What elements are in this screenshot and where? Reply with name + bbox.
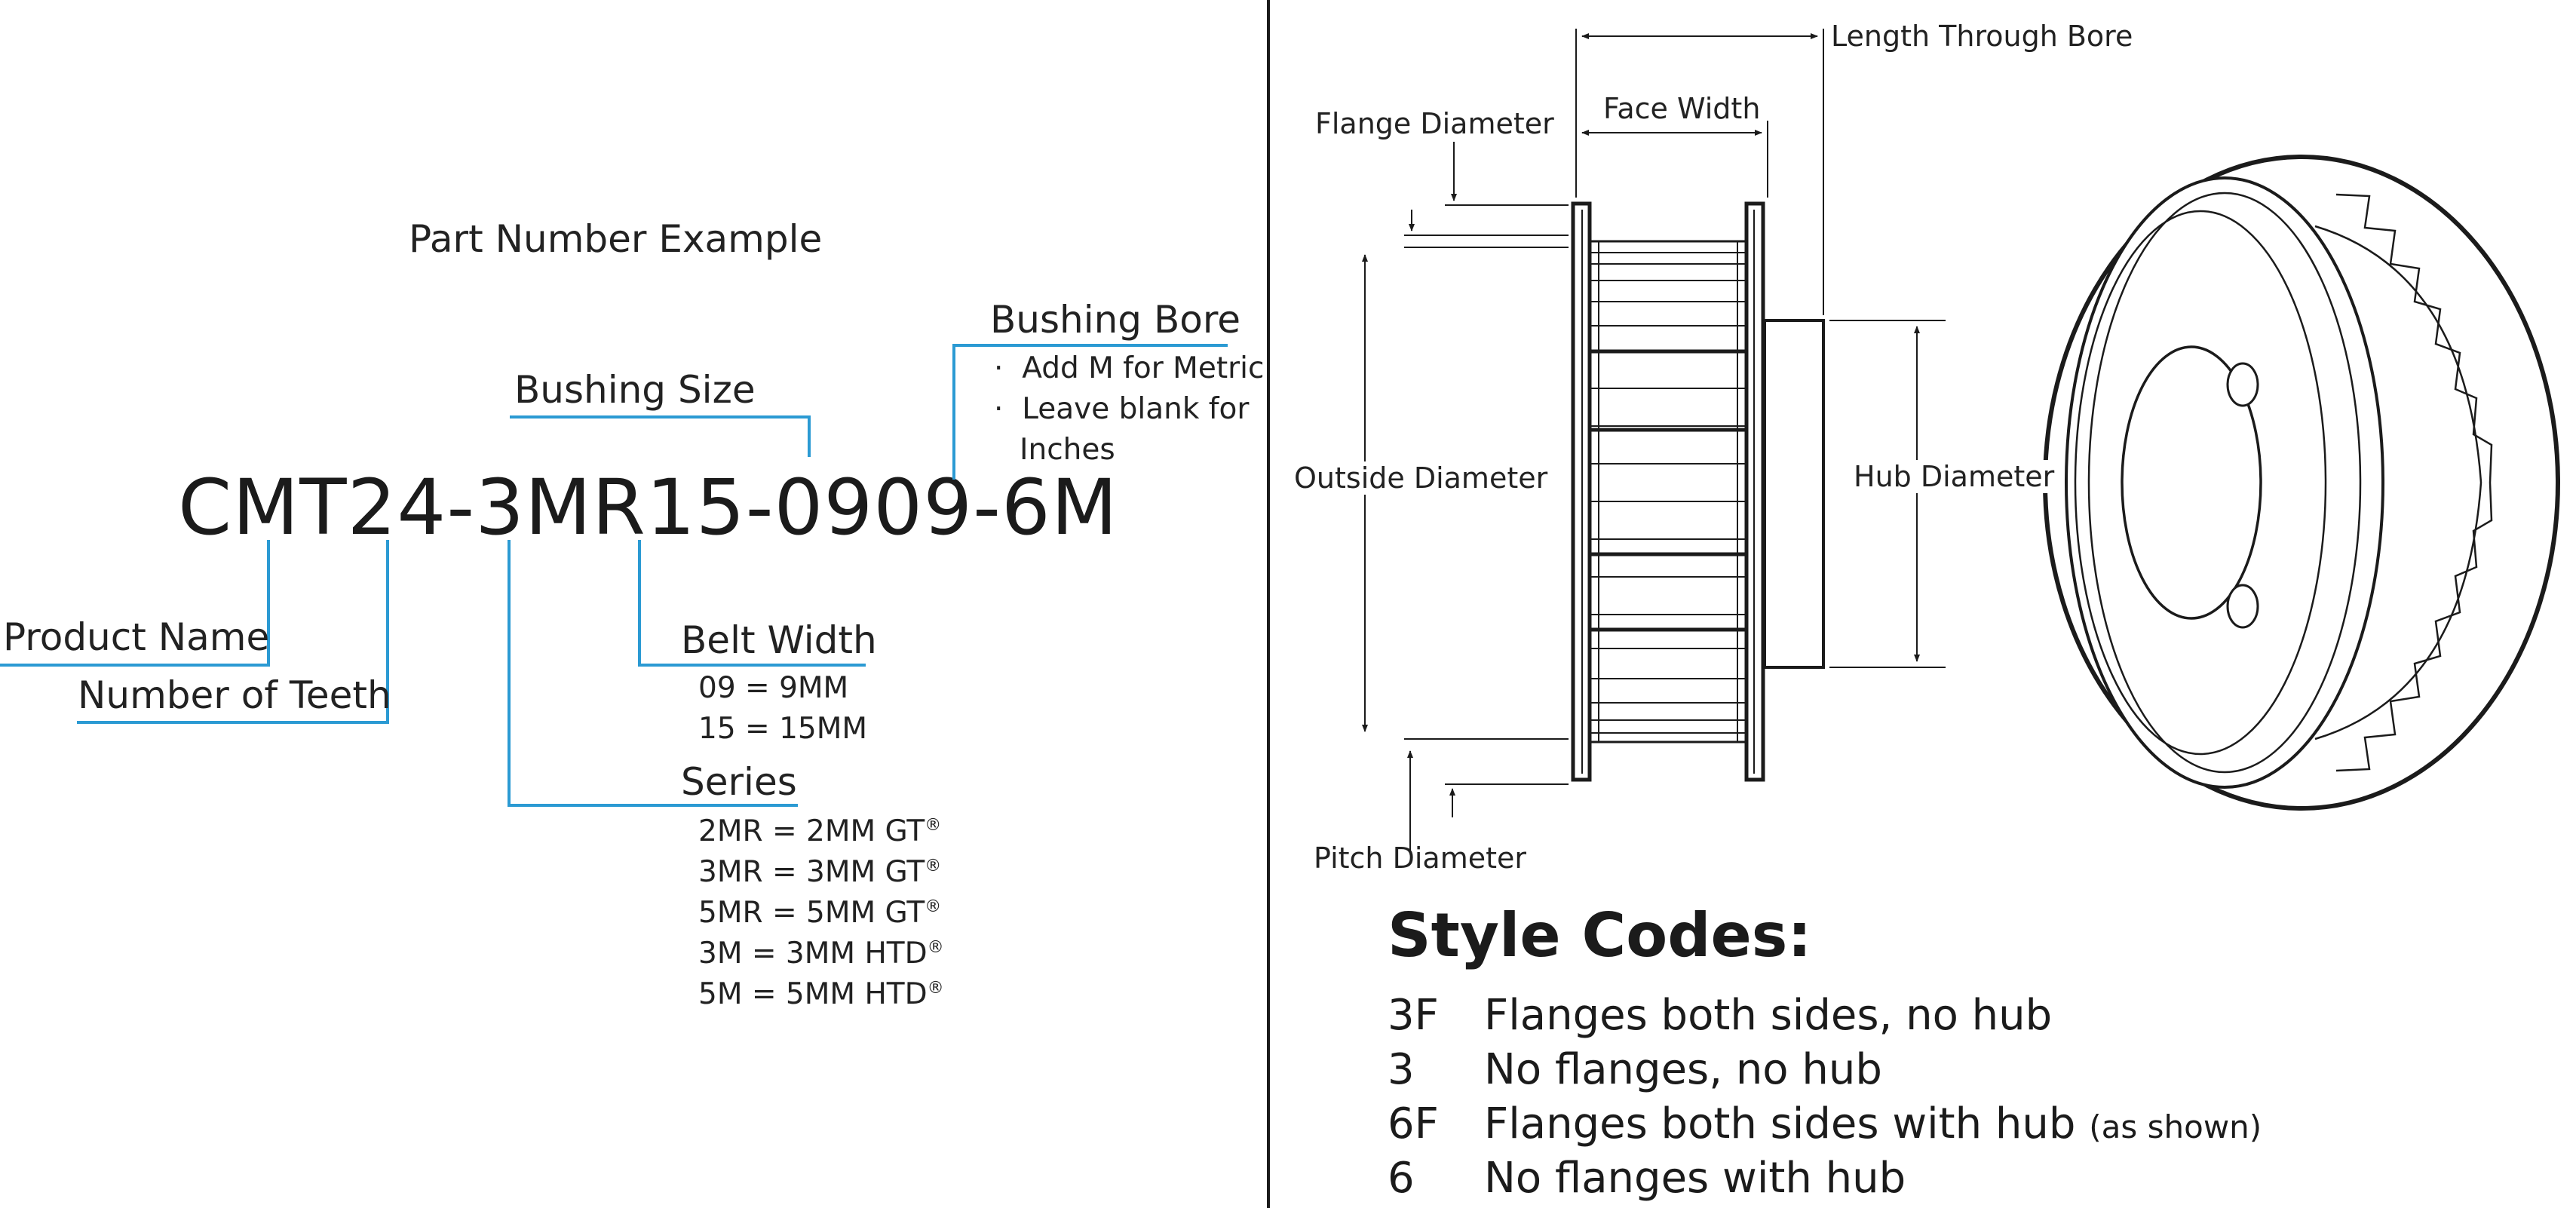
style-code-3f: 3F xyxy=(1388,991,1439,1040)
label-hub-diameter: Hub Diameter xyxy=(1851,460,2057,493)
label-outside-diameter: Outside Diameter xyxy=(1291,461,1550,495)
label-bushing-size: Bushing Size xyxy=(514,368,756,412)
label-pitch-diameter: Pitch Diameter xyxy=(1314,842,1526,875)
label-bushing-bore: Bushing Bore xyxy=(990,298,1241,342)
series-option-2mr: 2MR = 2MM GT® xyxy=(698,814,942,848)
bushing-bore-note-2: · Leave blank for xyxy=(994,392,1250,426)
label-number-of-teeth: Number of Teeth xyxy=(78,673,391,717)
label-product-name: Product Name xyxy=(3,615,270,659)
style-codes-title: Style Codes: xyxy=(1388,900,1812,970)
pn-series: -3MR xyxy=(446,463,646,553)
style-desc-3: No flanges, no hub xyxy=(1484,1045,1882,1094)
part-number-title: Part Number Example xyxy=(409,217,823,261)
pn-bushing-size: 15 xyxy=(646,463,746,553)
style-desc-6f: Flanges both sides with hub (as shown) xyxy=(1484,1099,2262,1148)
series-option-5m: 5M = 5MM HTD® xyxy=(698,977,944,1011)
style-code-6: 6 xyxy=(1388,1154,1415,1203)
style-note-as-shown: (as shown) xyxy=(2089,1108,2262,1145)
pulley-side-view xyxy=(1573,204,1823,780)
style-desc-6: No flanges with hub xyxy=(1484,1154,1906,1203)
bushing-bore-note-1: · Add M for Metric xyxy=(994,351,1265,385)
series-option-5mr: 5MR = 5MM GT® xyxy=(698,896,942,930)
pulley-perspective-view xyxy=(2045,157,2558,808)
series-option-3mr: 3MR = 3MM GT® xyxy=(698,855,942,889)
label-belt-width: Belt Width xyxy=(681,618,877,662)
style-code-6f: 6F xyxy=(1388,1099,1439,1148)
label-flange-diameter: Flange Diameter xyxy=(1315,107,1554,140)
style-code-3: 3 xyxy=(1388,1045,1415,1094)
pn-teeth: 24 xyxy=(347,463,447,553)
pn-width-bore: -0909-6M xyxy=(745,463,1118,553)
pn-product: CMT xyxy=(178,463,348,553)
label-face-width: Face Width xyxy=(1603,92,1761,125)
label-length-through-bore: Length Through Bore xyxy=(1831,20,2133,53)
series-option-3m: 3M = 3MM HTD® xyxy=(698,937,944,970)
belt-width-option-15: 15 = 15MM xyxy=(698,712,868,746)
bushing-bore-note-3: Inches xyxy=(1020,433,1115,467)
belt-width-option-09: 09 = 9MM xyxy=(698,671,849,705)
style-desc-3f: Flanges both sides, no hub xyxy=(1484,991,2053,1040)
label-series: Series xyxy=(681,760,797,804)
